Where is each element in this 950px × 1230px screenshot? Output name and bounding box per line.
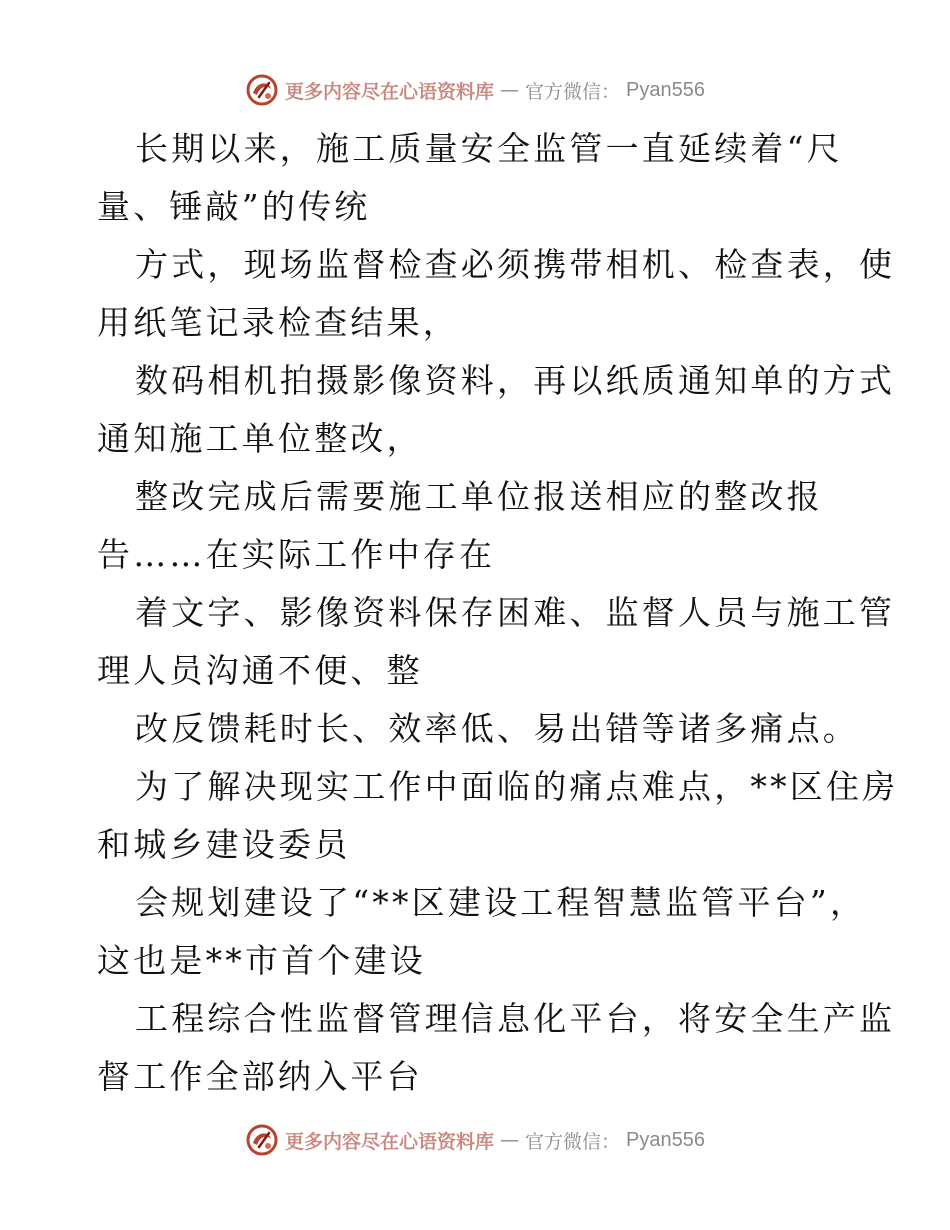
watermark-brand: 更多内容尽在心语资料库	[285, 1130, 495, 1153]
watermark-wechat-id: Pyan556	[626, 78, 705, 101]
paragraph-line: 理人员沟通不便、整	[97, 651, 423, 690]
paragraph-line: 告……在实际工作中存在	[97, 535, 496, 574]
paragraph-line: 着文字、影像资料保存困难、监督人员与施工管	[135, 593, 896, 632]
paragraph-line: 为了解决现实工作中面临的痛点难点，**区住房	[135, 767, 899, 806]
paragraph-line: 和城乡建设委员	[97, 825, 351, 864]
paragraph-line: 这也是**市首个建设	[97, 941, 426, 980]
watermark-wechat-id: Pyan556	[626, 1128, 705, 1151]
watermark-dash: —	[500, 1129, 520, 1151]
document-body	[97, 120, 899, 1106]
red-swirl-logo-icon	[245, 1123, 279, 1157]
red-swirl-logo-icon	[245, 73, 279, 107]
paragraph-line: 数码相机拍摄影像资料，再以纸质通知单的方式	[135, 361, 896, 400]
paragraph-line: 改反馈耗时长、效率低、易出错等诸多痛点。	[135, 709, 859, 748]
paragraph-line: 督工作全部纳入平台	[97, 1057, 423, 1096]
paragraph-line: 通知施工单位整改，	[97, 419, 423, 458]
paragraph-line: 量、锤敲”的传统	[97, 187, 371, 226]
watermark-label: 官方微信：	[525, 1130, 621, 1153]
paragraph-line: 会规划建设了“**区建设工程智慧监管平台”，	[135, 883, 867, 922]
watermark-dash: —	[500, 79, 520, 101]
paragraph-line: 长期以来，施工质量安全监管一直延续着“尺	[135, 129, 843, 168]
watermark-brand: 更多内容尽在心语资料库	[285, 80, 495, 103]
paragraph-line: 整改完成后需要施工单位报送相应的整改报	[135, 477, 823, 516]
footer-watermark	[0, 1120, 950, 1160]
paragraph-line: 工程综合性监督管理信息化平台，将安全生产监	[135, 999, 896, 1038]
paragraph-line: 方式，现场监督检查必须携带相机、检查表，使	[135, 245, 896, 284]
paragraph-line: 用纸笔记录检查结果，	[97, 303, 459, 342]
header-watermark	[0, 70, 950, 110]
watermark-label: 官方微信：	[525, 80, 621, 103]
